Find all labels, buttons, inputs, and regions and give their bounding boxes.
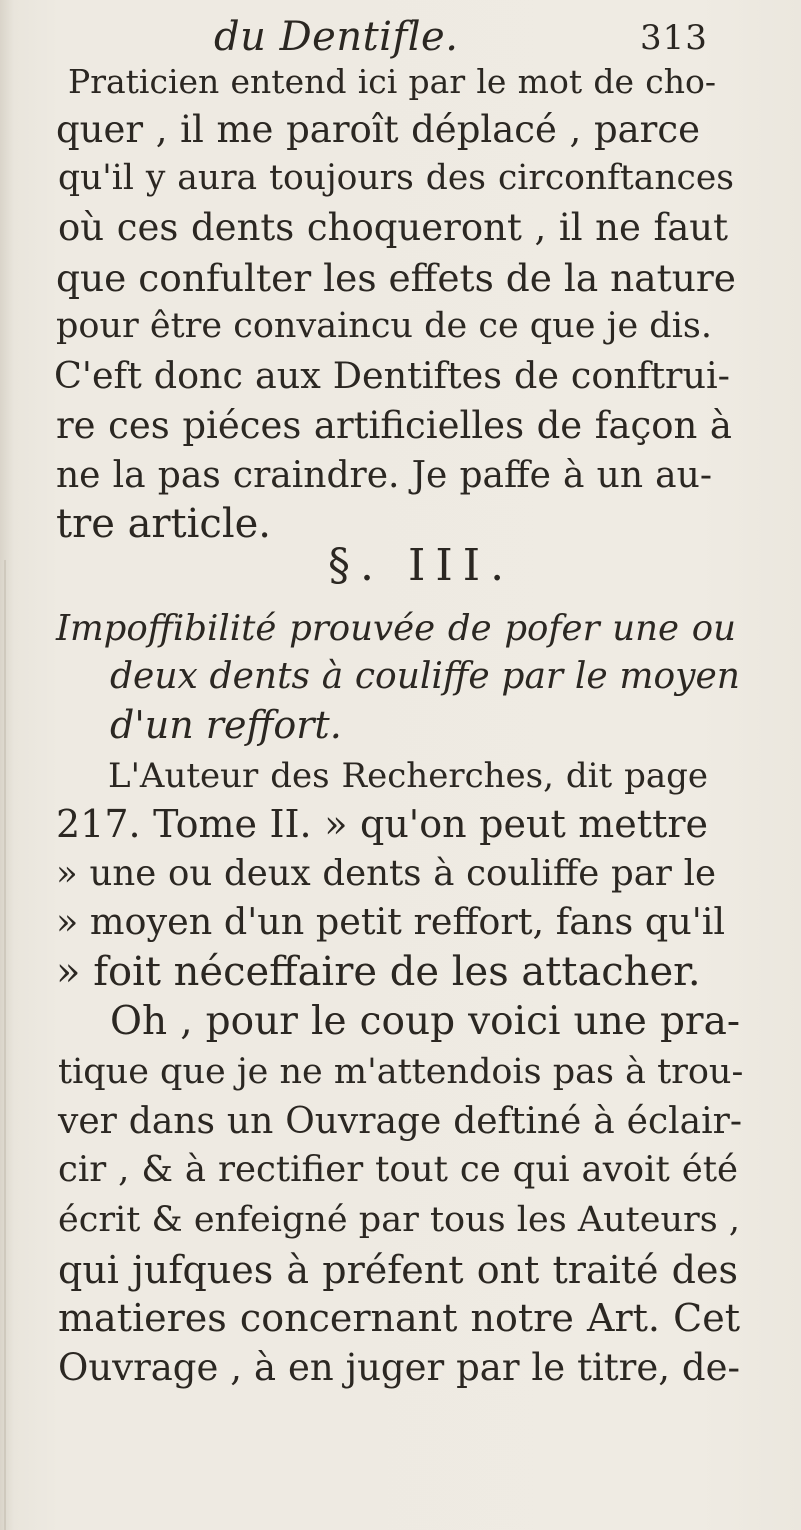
text-line: ne la pas craindre. Je paffe à un au- <box>56 455 712 496</box>
text-line: Ouvrage , à en juger par le titre, de- <box>58 1346 740 1389</box>
text-line: pour être convaincu de ce que je dis. <box>56 306 712 346</box>
running-head: du Dentifle. <box>214 14 459 60</box>
text-line: 217. Tome II. » qu'on peut mettre <box>56 802 708 846</box>
text-line: quer , il me paroît déplacé , parce <box>56 108 700 151</box>
text-line: re ces piéces artificielles de façon à <box>56 404 732 447</box>
text-line: ver dans un Ouvrage deftiné à éclair- <box>58 1101 742 1142</box>
section-number: §. III. <box>328 540 515 591</box>
section-title-line: Impoffibilité prouvée de pofer une ou <box>56 608 736 649</box>
page-gutter-shadow <box>4 560 6 1530</box>
text-line: Praticien entend ici par le mot de cho- <box>68 62 716 101</box>
page-number: 313 <box>640 18 708 58</box>
page-header <box>0 6 801 60</box>
section-title-line: d'un reffort. <box>110 703 342 747</box>
text-line: cir , & à rectifier tout ce qui avoit été <box>58 1149 738 1190</box>
text-line: » une ou deux dents à couliffe par le <box>56 853 716 894</box>
text-line: écrit & enfeigné par tous les Auteurs , <box>58 1200 740 1240</box>
text-line: tique que je ne m'attendois pas à trou- <box>58 1052 744 1092</box>
text-line: qu'il y aura toujours des circonftances <box>58 158 734 198</box>
text-line: » moyen d'un petit reffort, fans qu'il <box>56 900 726 943</box>
text-line: Oh , pour le coup voici une pra- <box>110 999 740 1044</box>
text-line: matieres concernant notre Art. Cet <box>58 1296 740 1340</box>
text-line: tre article. <box>56 501 271 547</box>
section-title-line: deux dents à couliffe par le moyen <box>110 656 740 697</box>
text-line: L'Auteur des Recherches, dit page <box>108 756 708 796</box>
text-line: que confulter les effets de la nature <box>56 256 736 300</box>
text-line: C'eft donc aux Dentiftes de conftrui- <box>54 354 730 397</box>
text-line: qui jufques à préfent ont traité des <box>58 1248 738 1292</box>
text-line: où ces dents choqueront , il ne faut <box>58 206 728 249</box>
text-line: » foit néceffaire de les attacher. <box>56 949 701 995</box>
